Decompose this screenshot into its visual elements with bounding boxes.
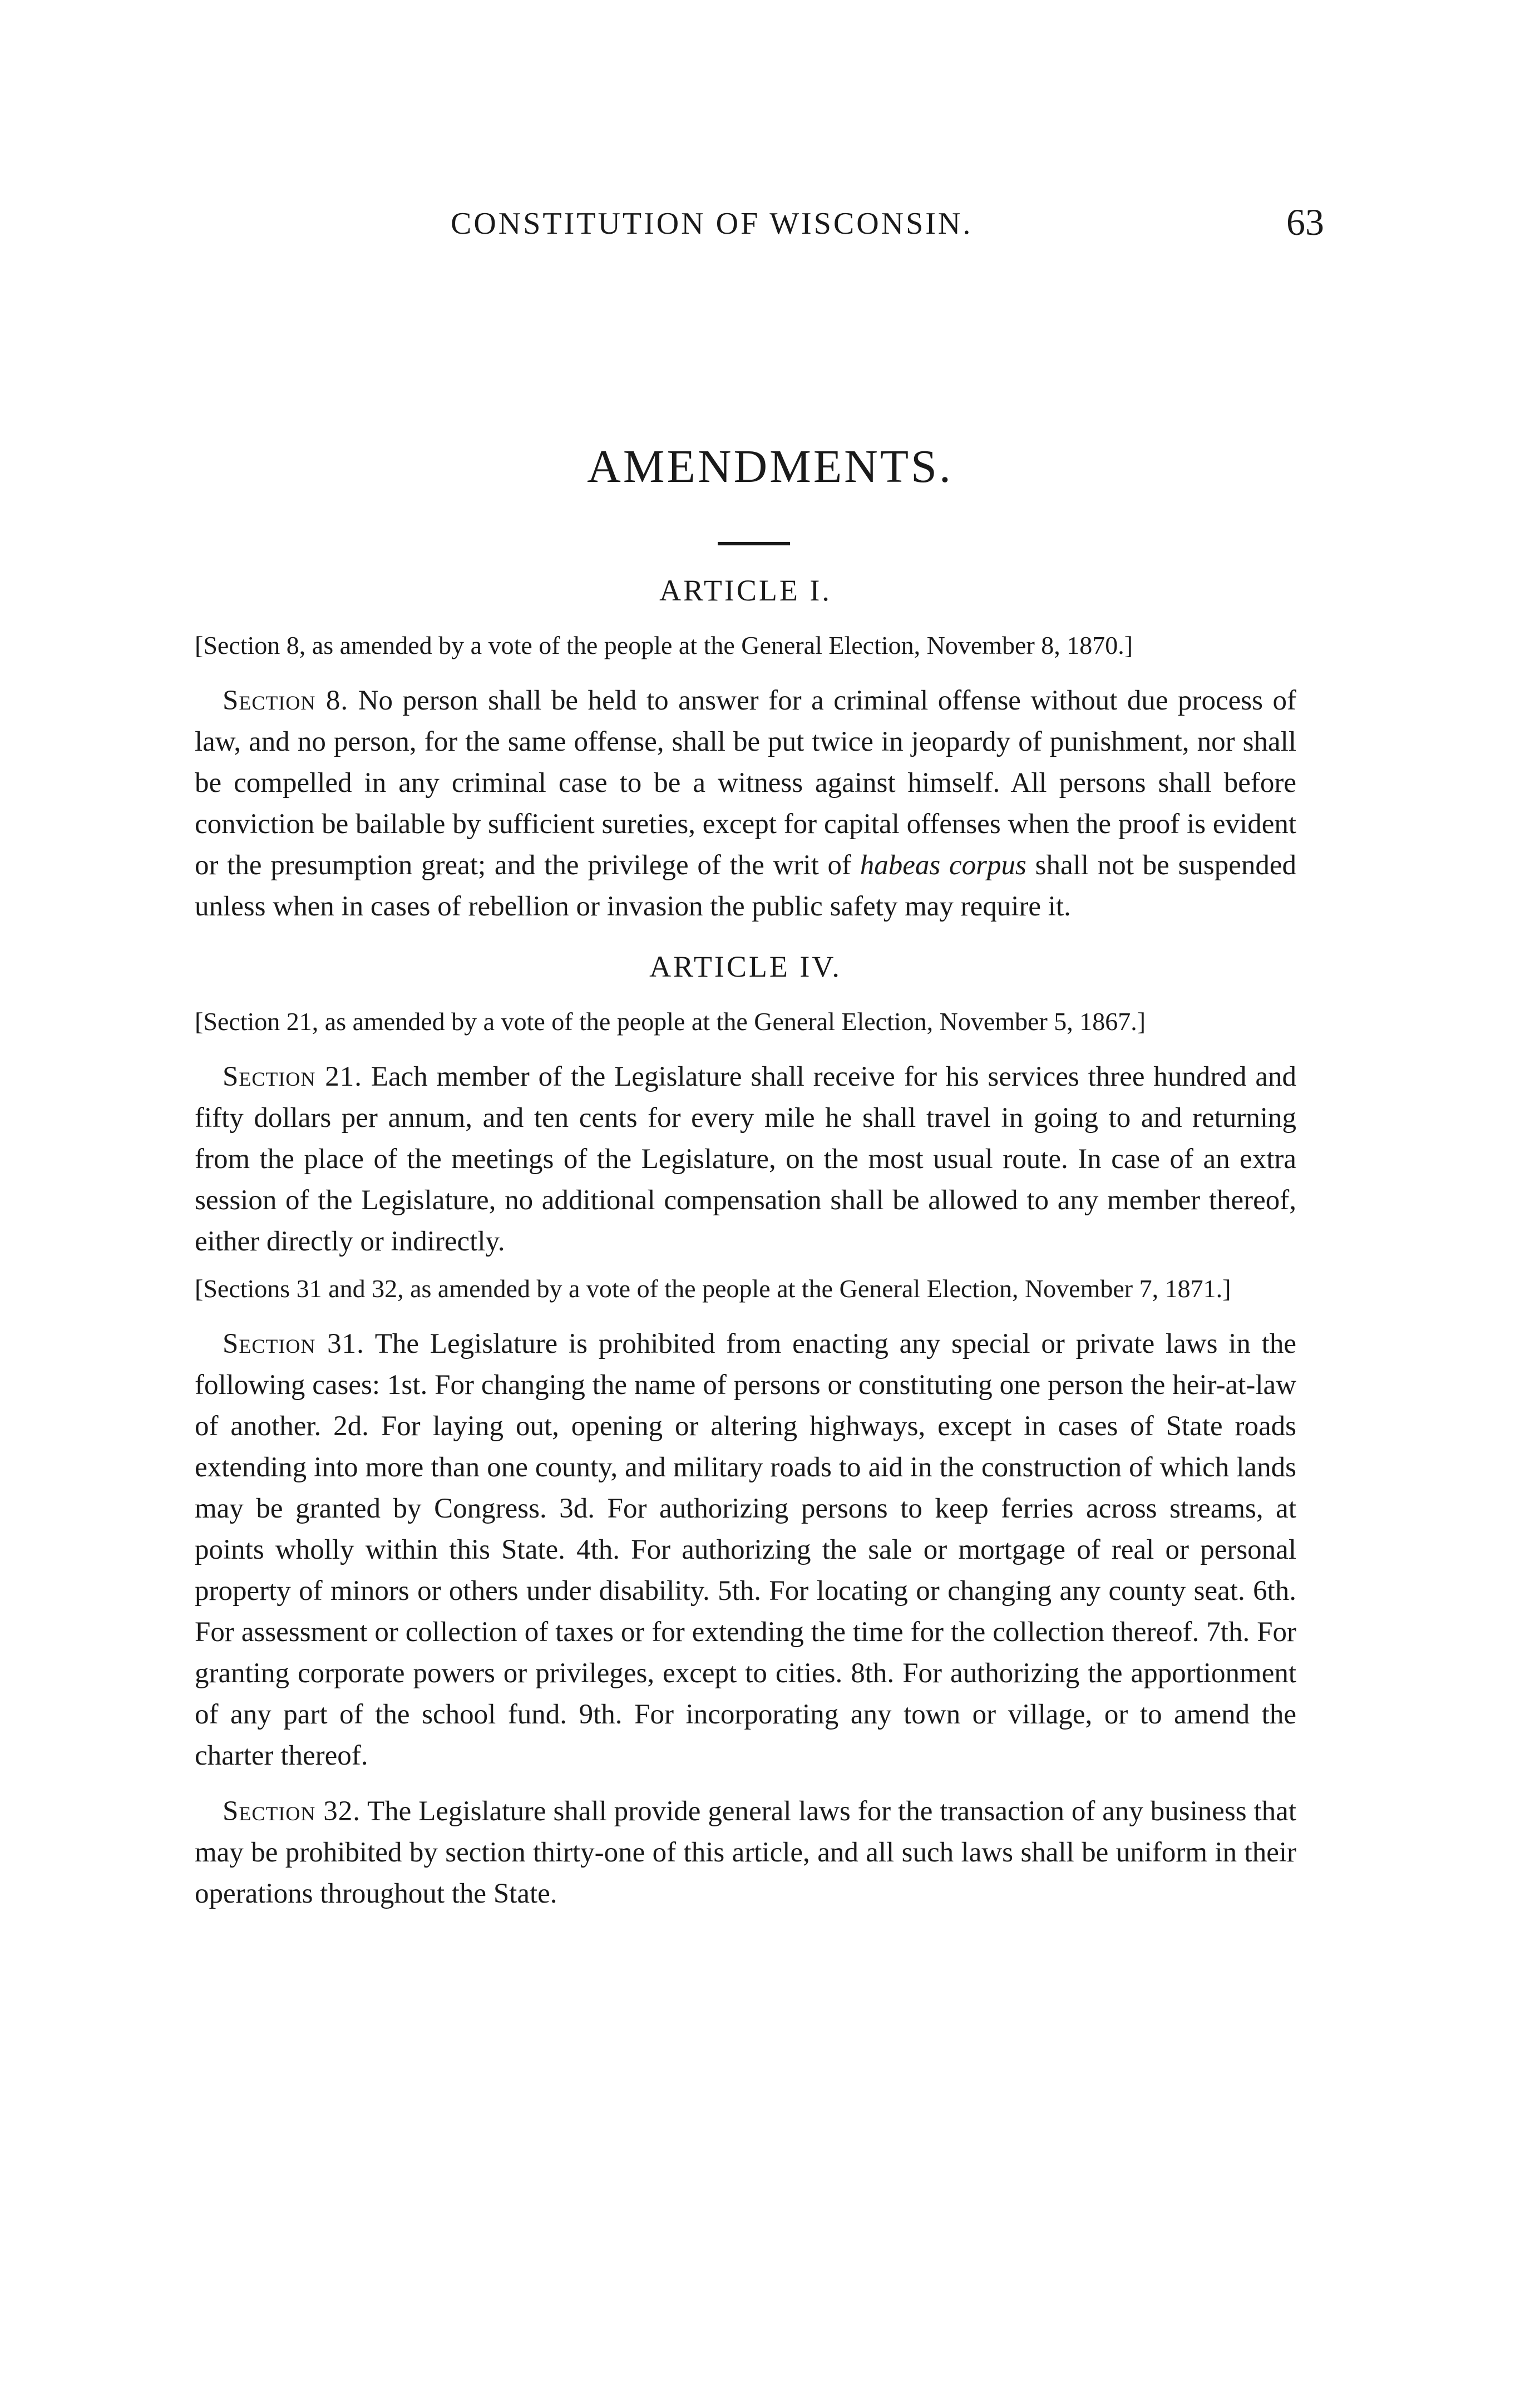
page-number: 63 <box>1286 201 1324 243</box>
section-label: Section 31. <box>223 1328 364 1359</box>
article-heading-1: ARTICLE I. <box>659 574 832 607</box>
section-text: The Legislature shall provide general laws for the transaction of any business that may be prohibited by section thirty-one of this article, and all such laws shall be uniform in their operations throughout the State. <box>195 1796 1296 1909</box>
section-label: Section 8. <box>223 685 349 716</box>
italic-term: habeas corpus <box>860 850 1026 881</box>
amendment-note: [Sections 31 and 32, as amended by a vote of the people at the General Election, November 7, 1871.] <box>195 1274 1231 1303</box>
section-paragraph <box>195 1791 1296 1914</box>
section-text: shall not be suspended unless when in cases of rebellion or invasion the public safety may require it. <box>195 850 1296 922</box>
section-label: Section 32. <box>223 1796 361 1827</box>
running-head <box>200 201 1324 256</box>
section-text: The Legislature is prohibited from enacting any special or private laws in the following cases: 1st. For changing the name of persons or constituting one person the heir-at-law of another. 2d. For laying out, opening or altering highways, except in cases of State roads extending into more than one county, and military roads to aid in the construction of which lands may be granted by Congress. 3d. For authorizing persons to keep ferries across streams, at points wholly within this State. 4th. For authorizing the sale or mortgage of real or personal property of minors or others under disability. 5th. For locating or changing any county seat. 6th. For assessment or collection of taxes or for extending the time for the collection thereof. 7th. For granting corporate powers or privileges, except to cities. 8th. For authorizing the apportionment of any part of the school fund. 9th. For incorporating any town or village, or to amend the charter thereof. <box>195 1328 1296 1771</box>
amendment-note: [Section 21, as amended by a vote of the people at the General Election, November 5, 1867.] <box>195 1007 1146 1036</box>
section-paragraph <box>195 1056 1296 1262</box>
section-label: Section 21. <box>223 1061 362 1092</box>
amendment-note: [Section 8, as amended by a vote of the people at the General Election, November 8, 1870.] <box>195 631 1133 659</box>
running-title: CONSTITUTION OF WISCONSIN. <box>451 206 973 241</box>
section-text: Each member of the Legislature shall receive for his services three hundred and fifty dollars per annum, and ten cents for every mile he shall travel in going to and returning from the place of the meetings of the Legislature, on the most usual route. In case of an extra session of the Legislature, no additional compensation shall be allowed to any member thereof, either directly or indirectly. <box>195 1061 1296 1257</box>
body-text <box>195 573 1296 1929</box>
section-paragraph <box>195 1323 1296 1776</box>
section-text: No person shall be held to answer for a criminal offense without due process of law, and no person, for the same offense, shall be put twice in jeopardy of punishment, nor shall be compelled in any criminal case to be a witness against himself. All persons shall before conviction be bailable by sufficient sureties, except for capital offenses when the proof is evident or the presumption great; and the privilege of the writ of <box>195 685 1297 881</box>
article-heading-4: ARTICLE IV. <box>649 950 842 983</box>
section-paragraph <box>195 680 1296 927</box>
title-divider <box>718 542 790 545</box>
page-title: AMENDMENTS. <box>587 441 953 492</box>
